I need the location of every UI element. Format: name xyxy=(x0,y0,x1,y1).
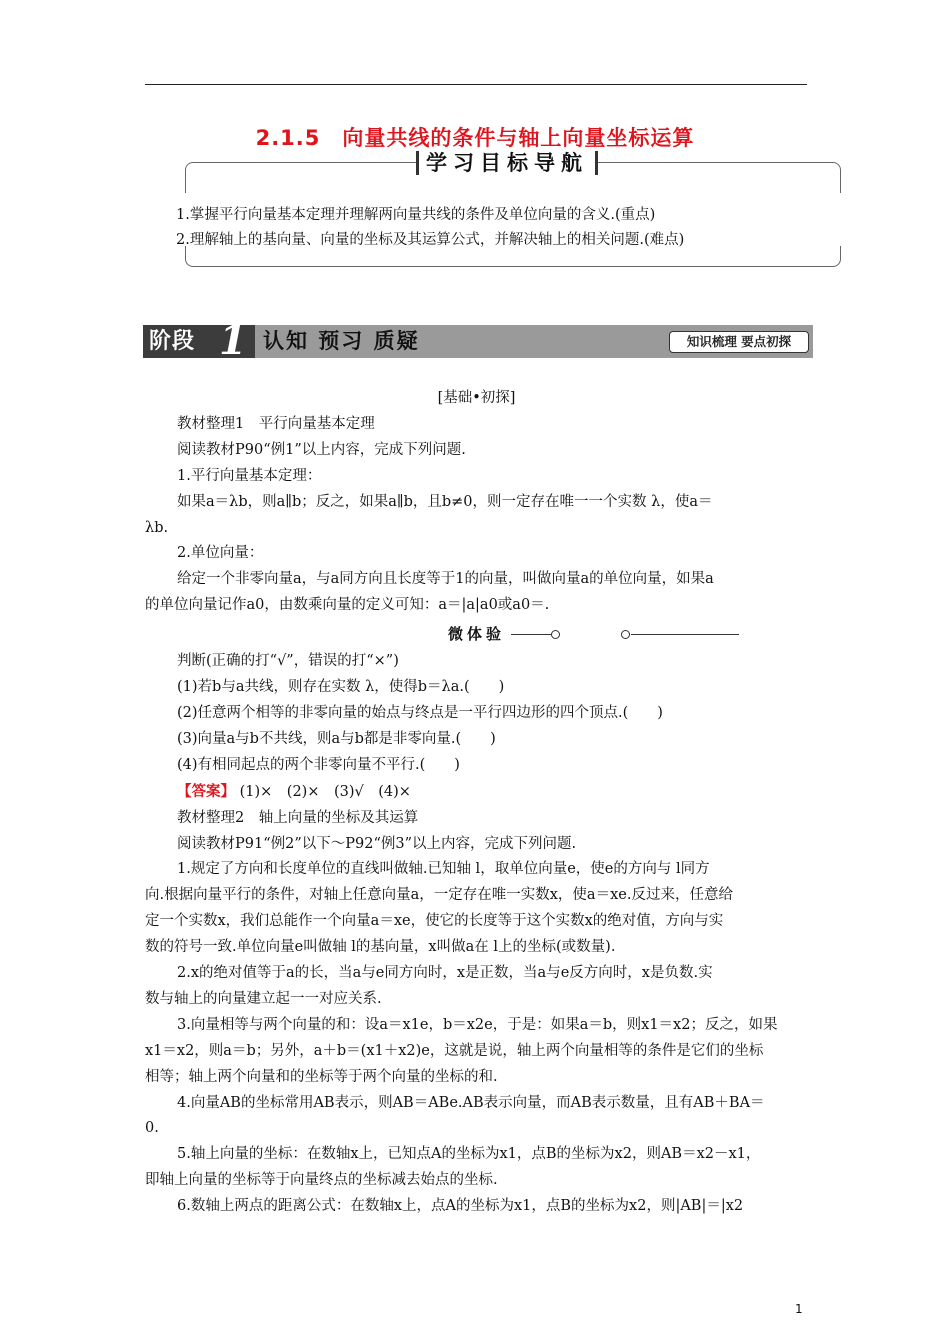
answer-text: (1)× (2)× (3)√ (4)× xyxy=(239,783,411,800)
judge-item: (3)向量a与b不共线，则a与b都是非零向量.( ) xyxy=(177,730,496,747)
judge-item: (4)有相同起点的两个非零向量不平行.( ) xyxy=(177,756,460,773)
t2-p6-line: 6.数轴上两点的距离公式：在数轴x上，点A的坐标为x1，点B的坐标为x2，则|AB|＝|x2 xyxy=(177,1198,744,1215)
t1-p2-title: 2.单位向量： xyxy=(177,545,264,562)
t2-p2-line: 数与轴上的向量建立起一一对应关系. xyxy=(145,990,382,1007)
page-number: 1 xyxy=(795,1302,803,1316)
page-title: 2.1.5 向量共线的条件与轴上向量坐标运算 xyxy=(255,126,695,150)
t2-read: 阅读教材P91“例2”以下～P92“例3”以上内容，完成下列问题. xyxy=(177,835,577,852)
stage-tag: 知识梳理 要点初探 xyxy=(669,331,809,353)
t1-heading: 教材整理1 平行向量基本定理 xyxy=(177,415,375,432)
t2-heading: 教材整理2 轴上向量的坐标及其运算 xyxy=(177,809,419,826)
judge-item: (1)若b与a共线，则存在实数 λ，使得b＝λa.( ) xyxy=(177,679,505,696)
objectives-frame-bottom xyxy=(185,246,841,267)
objectives-heading xyxy=(416,149,598,177)
t2-p1-line: 向.根据向量平行的条件，对轴上任意向量a，一定存在唯一实数x，使a＝xe.反过来，任意给 xyxy=(145,887,733,904)
judge-item: (2)任意两个相等的非零向量的始点与终点是一平行四边形的四个顶点.( ) xyxy=(177,704,663,721)
t2-p4-line: 4.向量AB的坐标常用AB表示，则AB＝ABe.AB表示向量，而AB表示数量，且有AB＋BA＝ xyxy=(177,1094,765,1111)
stage-label: 阶段 xyxy=(149,329,196,354)
t2-p5-line: 5.轴上向量的坐标：在数轴x上，已知点A的坐标为x1，点B的坐标为x2，则AB＝x2－x1， xyxy=(177,1146,761,1163)
stage-subtitle: 认知 预习 质疑 xyxy=(263,329,420,353)
t2-p4-line: 0. xyxy=(145,1120,159,1137)
t2-p1-line: 定一个实数x，我们总能作一个向量a＝xe，使它的长度等于这个实数x的绝对值，方向与实 xyxy=(145,913,724,930)
t1-p2-line: 给定一个非零向量a，与a同方向且长度等于1的向量，叫做向量a的单位向量，如果a xyxy=(177,571,714,588)
answer-line xyxy=(145,779,808,806)
stage-number: 1 xyxy=(219,325,247,358)
t2-p1-line: 1.规定了方向和长度单位的直线叫做轴.已知轴 l，取单位向量e，使e的方向与 l同方 xyxy=(177,861,710,878)
section-tag: [基础•初探] xyxy=(437,390,516,406)
heading-bar-left xyxy=(416,151,419,175)
t1-p1-line: λb. xyxy=(145,519,169,536)
stage-banner xyxy=(143,325,813,358)
objective-item: 1.掌握平行向量基本定理并理解两向量共线的条件及单位向量的含义.(重点) xyxy=(176,207,656,223)
objective-item: 2.理解轴上的基向量、向量的坐标及其运算公式，并解决轴上的相关问题.(难点) xyxy=(176,232,685,248)
mini-exercise-label: 微体验 xyxy=(442,625,511,643)
heading-bar-right xyxy=(595,151,598,175)
t1-p1-title: 1.平行向量基本定理： xyxy=(177,467,322,484)
judge-intro: 判断(正确的打“√”，错误的打“×”) xyxy=(177,653,399,670)
t1-read: 阅读教材P90“例1”以上内容，完成下列问题. xyxy=(177,441,466,458)
t2-p3-line: 相等；轴上两个向量和的坐标等于两个向量的坐标的和. xyxy=(145,1068,498,1085)
t1-p2-line: 的单位向量记作a0，由数乘向量的定义可知：a＝|a|a0或a0＝. xyxy=(145,597,550,614)
mini-exercise-divider xyxy=(145,620,808,648)
t2-p3-line: x1＝x2，则a＝b；另外，a＋b＝(x1＋x2)e，这就是说，轴上两个向量相等的条件是它们的坐标 xyxy=(145,1042,764,1059)
t1-p1-line: 如果a＝λb，则a∥b；反之，如果a∥b，且b≠0，则一定存在唯一一个实数 λ，使a＝ xyxy=(177,493,713,510)
t2-p5-line: 即轴上向量的坐标等于向量终点的坐标减去始点的坐标. xyxy=(145,1172,498,1189)
t2-p2-line: 2.x的绝对值等于a的长，当a与e同方向时，x是正数，当a与e反方向时，x是负数.实 xyxy=(177,965,713,982)
answer-label: 【答案】 xyxy=(177,782,235,800)
t2-p1-line: 数的符号一致.单位向量e叫做轴 l的基向量，x叫做a在 l上的坐标(或数量). xyxy=(145,939,616,956)
objectives-heading-text: 学习目标导航 xyxy=(426,151,588,175)
header-rule xyxy=(145,84,807,85)
t2-p3-line: 3.向量相等与两个向量的和：设a＝x1e，b＝x2e，于是：如果a＝b，则x1＝x2；反之，如果 xyxy=(177,1016,778,1033)
main-content xyxy=(145,386,808,1220)
